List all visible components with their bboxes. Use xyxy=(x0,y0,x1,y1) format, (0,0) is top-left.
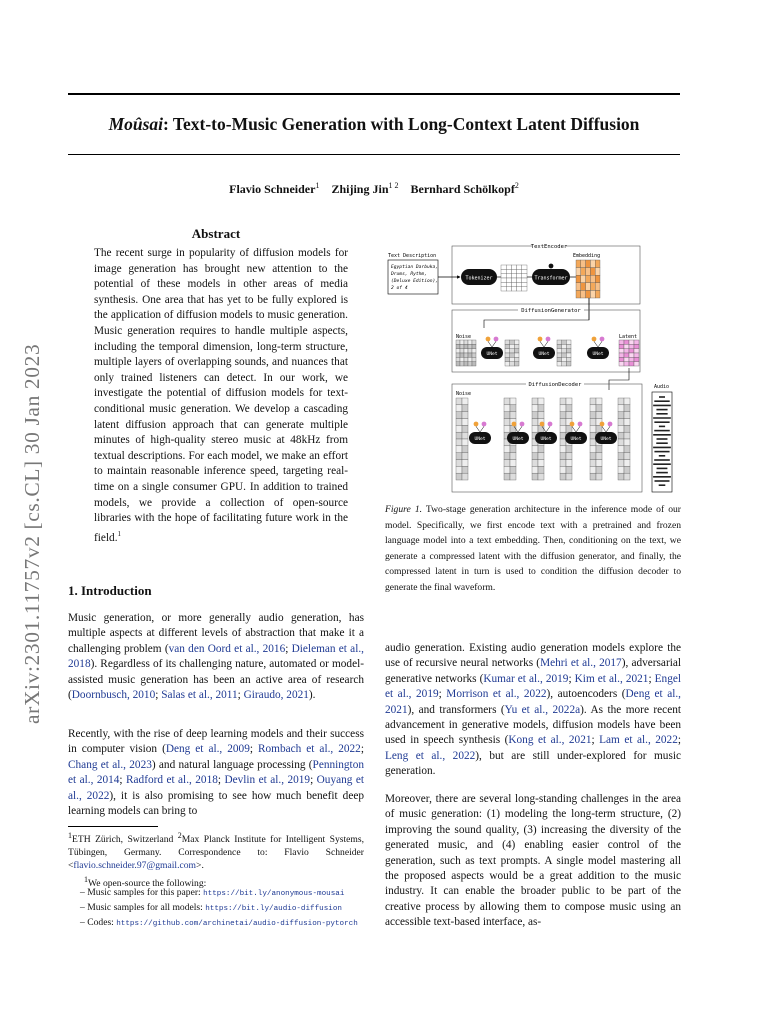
citation-link[interactable]: Chang et al., 2023 xyxy=(68,758,152,771)
audio-label: Audio xyxy=(654,384,670,390)
title-model-name: Moûsai xyxy=(108,114,164,134)
citation-link[interactable]: Devlin et al., 2019 xyxy=(224,774,311,787)
text-description-label: Text Description xyxy=(388,253,437,259)
paper-title xyxy=(68,114,680,135)
arxiv-stamp: arXiv:2301.11757v2 [cs.CL] 30 Jan 2023 xyxy=(20,343,44,724)
transformer-label: Transformer xyxy=(534,275,568,282)
title-top-rule xyxy=(68,93,680,95)
citation-link[interactable]: Engel et al., 2019 xyxy=(385,672,682,701)
citation-link[interactable]: Leng et al., 2022 xyxy=(385,749,476,762)
figure-1-caption: Figure 1. Two-stage generation architecture in the inference mode of our model. Specifically, we first encode text with a pretrained and frozen language model into a text embedding. Then, conditioning on the text, we generate a compressed latent with the diffusion generator, and finally, the compressed latent in turn is used to condition the diffusion decoder to generate the final waveform. xyxy=(385,504,682,593)
unet-label: UNet xyxy=(592,352,604,357)
url-link[interactable]: https://bit.ly/audio-diffusion xyxy=(205,905,342,913)
intro-paragraph-4: Moreover, there are several long-standing challenges in the area of music generation: (1) modeling the long-term structure, (2) improving the sound quality, (3) increasing the diversity of the generated music, and (4) enabling easier control of the generation, such as text prompts. A single model mastering all the proposed aspects would be a great addition to the music industry. It can enable the broader public to be part of the creative process by allowing them to compose music using an accessible text-based interface, as- xyxy=(385,793,681,929)
svg-text:Egyptian Darbuka,: Egyptian Darbuka, xyxy=(391,265,439,270)
citation-link[interactable]: Lam et al., 2022 xyxy=(599,734,678,747)
svg-text:2 of 4: 2 of 4 xyxy=(391,286,408,291)
figure-label: Figure 1. xyxy=(385,504,423,515)
intro-paragraph-2: Recently, with the rise of deep learning models and their success in computer vision (Deng et al., 2009; Rombach et al., 2022; Chang et al., 2023) and natural language processing (Pennington et al., 2014; Radford et al., 2018; Devlin et al., 2019; Ouyang et al., 2022), it is also promising to see how much benefit deep learning models can bring to xyxy=(68,728,364,818)
url-link[interactable]: https://bit.ly/anonymous-mousai xyxy=(203,890,345,898)
latent-label: Latent xyxy=(619,334,638,340)
footnote-link-item: – Codes: https://github.com/archinetai/audio-diffusion-pytorch xyxy=(80,917,358,928)
tokenizer-label: Tokenizer xyxy=(465,275,493,282)
noise-grid-generator xyxy=(456,340,476,366)
text-encoder-label: TextEncoder xyxy=(530,244,568,250)
citation-link[interactable]: Ouyang et al., 2022 xyxy=(68,774,364,802)
citation-link[interactable]: Deng et al., 2021 xyxy=(385,688,682,716)
diffusion-decoder-label: DiffusionDecoder xyxy=(528,382,582,388)
footnote-rule xyxy=(68,826,158,827)
unet-label: UNet xyxy=(474,437,486,442)
footnote-link-item: – Music samples for this paper: https://bit.ly/anonymous-mousai xyxy=(80,887,345,898)
noise-label-decoder: Noise xyxy=(456,391,472,397)
citation-link[interactable]: Radford et al., 2018 xyxy=(126,774,218,787)
unet-label: UNet xyxy=(538,352,550,357)
author-3: Bernhard Schölkopf$^2$ xyxy=(410,181,519,196)
title-bottom-rule xyxy=(68,154,680,155)
citation-link[interactable]: Deng et al., 2009 xyxy=(165,743,250,756)
url-link[interactable]: https://github.com/archinetai/audio-diffusion-pytorch xyxy=(116,920,358,928)
citation-link[interactable]: Kumar et al., 2019 xyxy=(483,672,569,685)
citation-link[interactable]: Yu et al., 2022a xyxy=(504,703,581,716)
architecture-diagram xyxy=(384,240,684,495)
footnote-open-source: $^1$We open-source the following: xyxy=(84,875,207,890)
intro-paragraph-3: audio generation. Existing audio generation models explore the use of recursive neural networks (Mehri et al., 2017), adversarial generative networks (Kumar et al., 2019; Kim et al., 2021; Engel et al., 2019; Morrison et al., 2022), autoencoders (Deng et al., 2021), and transformers (Yu et al., 2022a). As the more recent advancement in generative models, diffusion models have been used in speech synthesis (Kong et al., 2021; Lam et al., 2022; Leng et al., 2022), but are still under-explored for music generation. xyxy=(385,642,682,778)
citation-link[interactable]: Salas et al., 2011 xyxy=(161,689,238,702)
embedding-label: Embedding xyxy=(573,253,601,259)
abstract-text: The recent surge in popularity of diffusion models for image generation has brought new attention to the potential of these models in other areas of media synthesis. One area that has yet to be fully explored is the application of diffusion models to music generation. Music generation requires to handle multiple aspects, including the temporal dimension, long-term structure, multiple layers of overlapping sounds, and nuances that only trained listeners can detect. In our work, we investigate the potential of diffusion models for text-conditional music generation. We develop a cascading latent diffusion approach that can generate multiple minutes of high-quality stereo music at 48kHz from textual descriptions. For each model, we make an effort to maintain reasonable inference speed, targeting real-time on a single consumer GPU. In addition to trained models, we provide a collection of open-source libraries with the hope of facilitating future work in the field.$^1$ xyxy=(94,247,348,544)
svg-text:Drums, Rythm,: Drums, Rythm, xyxy=(391,272,427,277)
section-heading-introduction: 1. Introduction xyxy=(68,583,152,598)
footnote-link-item: – Music samples for all models: https://bit.ly/audio-diffusion xyxy=(80,902,342,913)
unet-label: UNet xyxy=(486,352,498,357)
citation-link[interactable]: Kim et al., 2021 xyxy=(574,672,649,685)
abstract-heading: Abstract xyxy=(191,226,241,241)
citation-link[interactable]: Doornbusch, 2010 xyxy=(71,689,156,702)
token-grid xyxy=(501,265,527,291)
citation-link[interactable]: Morrison et al., 2022 xyxy=(446,688,547,701)
citation-link[interactable]: Pennington et al., 2014 xyxy=(68,758,364,787)
footnote-affiliations: $^1$ETH Zürich, Switzerland $^2$Max Planck Institute for Intelligent Systems, Tübingen, Germany. Correspondence to: Flavio Schneider <flavio.schneider.97@gmail.com>. xyxy=(68,831,365,872)
unet-label: UNet xyxy=(570,437,582,442)
noise-label-generator: Noise xyxy=(456,334,472,340)
email-link[interactable]: flavio.schneider.97@gmail.com xyxy=(73,860,197,872)
diffusion-generator-label: DiffusionGenerator xyxy=(521,308,581,314)
author-1: Flavio Schneider$^1$ xyxy=(229,181,320,196)
svg-text:(Deluxe Edition),: (Deluxe Edition), xyxy=(391,279,439,284)
unet-label: UNet xyxy=(512,437,524,442)
unet-label: UNet xyxy=(600,437,612,442)
embedding-grid xyxy=(576,260,600,298)
intro-paragraph-1: Music generation, or more generally audio generation, has multiple aspects at different levels of abstraction that make it a challenging problem (van den Oord et al., 2016; Dieleman et al., 2018). Regardless of its challenging nature, automated or model-assisted music generation has been an active area of research (Doornbusch, 2010; Salas et al., 2011; Giraudo, 2021). xyxy=(68,612,364,702)
author-list xyxy=(68,181,680,197)
citation-link[interactable]: Mehri et al., 2017 xyxy=(540,657,622,670)
author-2: Zhijing Jin$^{1 2}$ xyxy=(331,181,399,196)
title-text: : Text-to-Music Generation with Long-Context Latent Diffusion xyxy=(163,114,640,134)
citation-link[interactable]: Giraudo, 2021 xyxy=(243,689,309,702)
citation-link[interactable]: van den Oord et al., 2016 xyxy=(168,642,286,655)
footnote-link-list xyxy=(80,886,370,931)
citation-link[interactable]: Kong et al., 2021 xyxy=(508,734,592,747)
latent-grid xyxy=(619,340,639,366)
diffusion-generator-frame xyxy=(452,310,640,372)
citation-link[interactable]: Rombach et al., 2022 xyxy=(257,743,361,756)
unet-label: UNet xyxy=(540,437,552,442)
citation-link[interactable]: Dieleman et al., 2018 xyxy=(68,642,364,671)
